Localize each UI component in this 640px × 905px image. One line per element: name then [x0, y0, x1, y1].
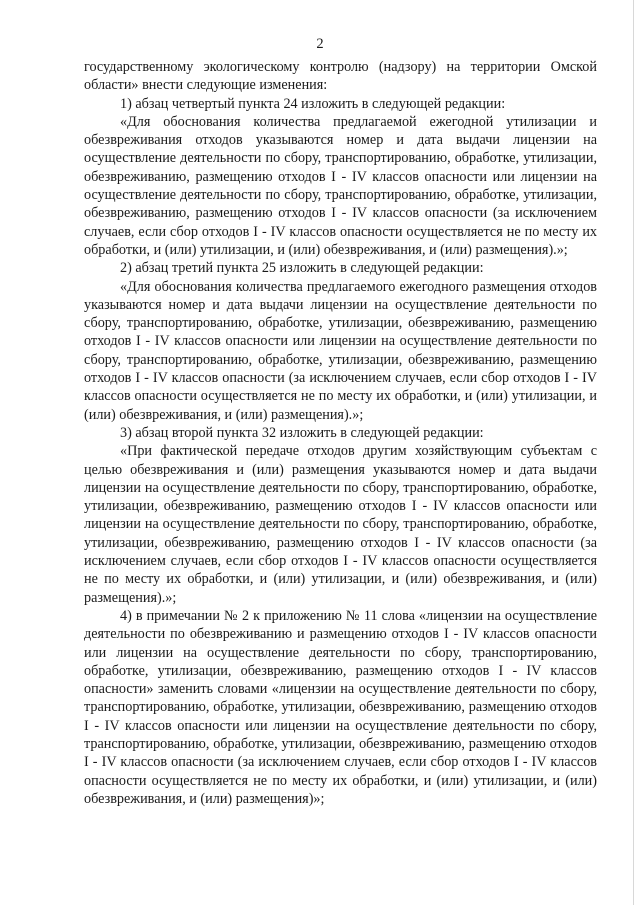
scan-edge-line — [633, 0, 634, 905]
paragraph-item-2-quote: «Для обоснования количества предлагаемого ежегодного размещения отходов указываются номер и дата выдачи лицензии на осуществление деятельности по сбору, транспортированию, обработке, утилизации, обезвреживанию, размещению отходов I - IV классов опасности или лицензии на осуществление деятельности по сбору, транспортированию, обработке, утилизации, обезвреживанию, размещению отходов I - IV классов опасности (за исключением случаев, если сбор отходов I - IV классов опасности осуществляется не по месту их обработки, и (или) утилизации, и (или) обезвреживания, и (или) размещения).»; — [84, 278, 597, 423]
paragraph-item-4: 4) в примечании № 2 к приложению № 11 слова «лицензии на осуществление деятельности по обезвреживанию и размещению отходов I - IV классов опасности или лицензии на осуществление деятельности по сбору, транспортированию, обработке, утилизации, обезвреживанию, размещению отходов I - IV классов опасности» заменить словами «лицензии на осуществление деятельности по сбору, транспортированию, обработке, утилизации, обезвреживанию, размещению отходов I - IV классов опасности или лицензии на осуществление деятельности по сбору, транспортированию, обработке, утилизации, обезвреживанию, размещению отходов I - IV классов опасности (за исключением случаев, если сбор отходов I - IV классов опасности осуществляется не по месту их обработки, и (или) утилизации, и (или) обезвреживания, и (или) размещения)»; — [84, 607, 597, 807]
paragraph-item-3-heading: 3) абзац второй пункта 32 изложить в следующей редакции: — [120, 424, 484, 441]
page-number: 2 — [316, 36, 324, 52]
paragraph-item-2-heading: 2) абзац третий пункта 25 изложить в следующей редакции: — [120, 260, 484, 277]
paragraph-intro: государственному экологическому контролю (надзору) на территории Омской области» внести следующие изменения: — [84, 59, 597, 94]
paragraph-item-1-heading: 1) абзац четвертый пункта 24 изложить в следующей редакции: — [120, 95, 506, 112]
paragraph-item-3-quote: «При фактической передаче отходов другим хозяйствующим субъектам с целью обезвреживания и (или) размещения указываются номер и дата выдачи лицензии на осуществление деятельности по сбору, транспортированию, обработке, утилизации, обезвреживанию, размещению отходов I - IV классов опасности или лицензии на осуществление деятельности по сбору, транспортированию, обработке, утилизации, обезвреживанию, размещению отходов I - IV классов опасности (за исключением случаев, если сбор отходов I - IV классов опасности осуществляется не по месту их обработки, и (или) утилизации, и (или) обезвреживания, и (или) размещения).»; — [84, 443, 597, 606]
document-body — [84, 58, 597, 808]
paragraph-item-1-quote: «Для обоснования количества предлагаемой ежегодной утилизации и обезвреживания отходов указываются номер и дата выдачи лицензии на осуществление деятельности по сбору, транспортированию, обработке, утилизации, обезвреживанию, размещению отходов I - IV классов опасности или лицензии на осуществление деятельности по сбору, транспортированию, обработке, утилизации, обезвреживанию, размещению отходов I - IV классов опасности (за исключением случаев, если сбор отходов I - IV классов опасности осуществляется не по месту их обработки, и (или) утилизации, и (или) обезвреживания, и (или) размещения).»; — [84, 113, 597, 258]
